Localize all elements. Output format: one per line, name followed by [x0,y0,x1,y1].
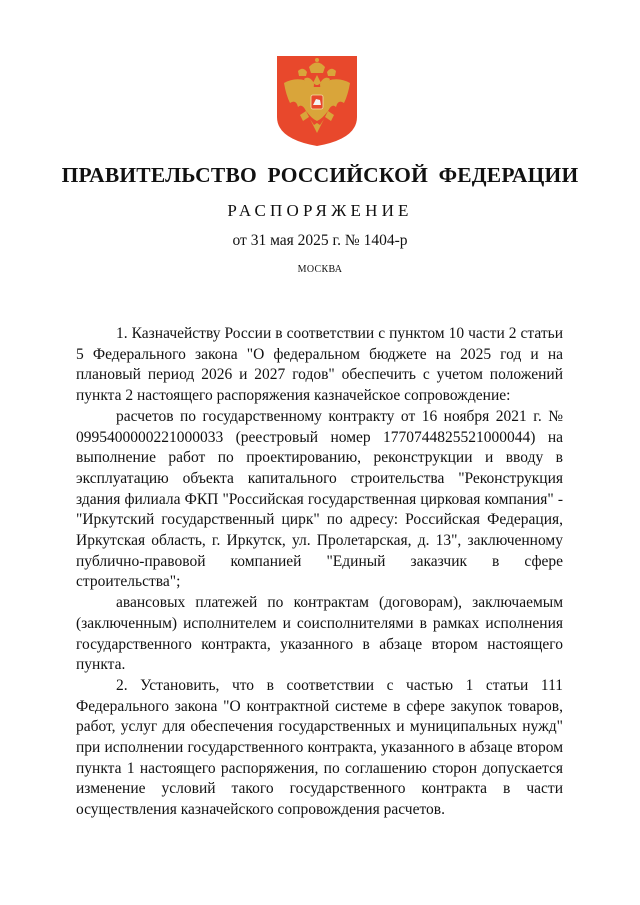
paragraph-1: 1. Казначейству России в соответствии с пунктом 10 части 2 статьи 5 Федерального закона "О федеральном бюджете на 2025 год и на плановый период 2026 и 2027 годов" обеспечить с учетом положений пункта 2 настоящего распоряжения казначейское сопровождение: [76,325,563,405]
coat-of-arms-emblem [276,55,358,147]
paragraph-3: авансовых платежей по контрактам (договорам), заключаемым (заключенным) исполнителем и соисполнителями в рамках исполнения государственного контракта, указанного в абзаце втором настоящего пункта. [76,594,563,674]
document-type: РАСПОРЯЖЕНИЕ [227,201,413,220]
paragraph-2: расчетов по государственному контракту от 16 ноября 2021 г. № 0995400000221000033 (реестровый номер 1770744825521000044) на выполнение работ по проектированию, реконструкции и вводу в эксплуатацию объекта капитального строительства "Реконструкция здания филиала ФКП "Российская государственная цирковая компания" - "Иркутский государственный цирк" по адресу: Российская Федерация, Иркутская область, г. Иркутск, ул. Пролетарская, д. 13", заключенному публично-правовой компанией "Единый заказчик в сфере строительства"; [76,407,563,591]
document-date-number: от 31 мая 2025 г. № 1404-р [232,232,408,249]
paragraph-4: 2. Установить, что в соответствии с частью 1 статьи 111 Федерального закона "О контрактной системе в сфере закупок товаров, работ, услуг для обеспечения государственных и муниципальных нужд" при исполнении государственного контракта, указанного в абзаце втором пункта 1 настоящего распоряжения, по соглашению сторон допускается изменение условий такого государственного контракта в части осуществления казначейского сопровождения расчетов. [76,676,563,819]
government-title: ПРАВИТЕЛЬСТВО РОССИЙСКОЙ ФЕДЕРАЦИИ [61,163,579,187]
document-body [76,324,563,821]
document-city: МОСКВА [297,264,343,275]
